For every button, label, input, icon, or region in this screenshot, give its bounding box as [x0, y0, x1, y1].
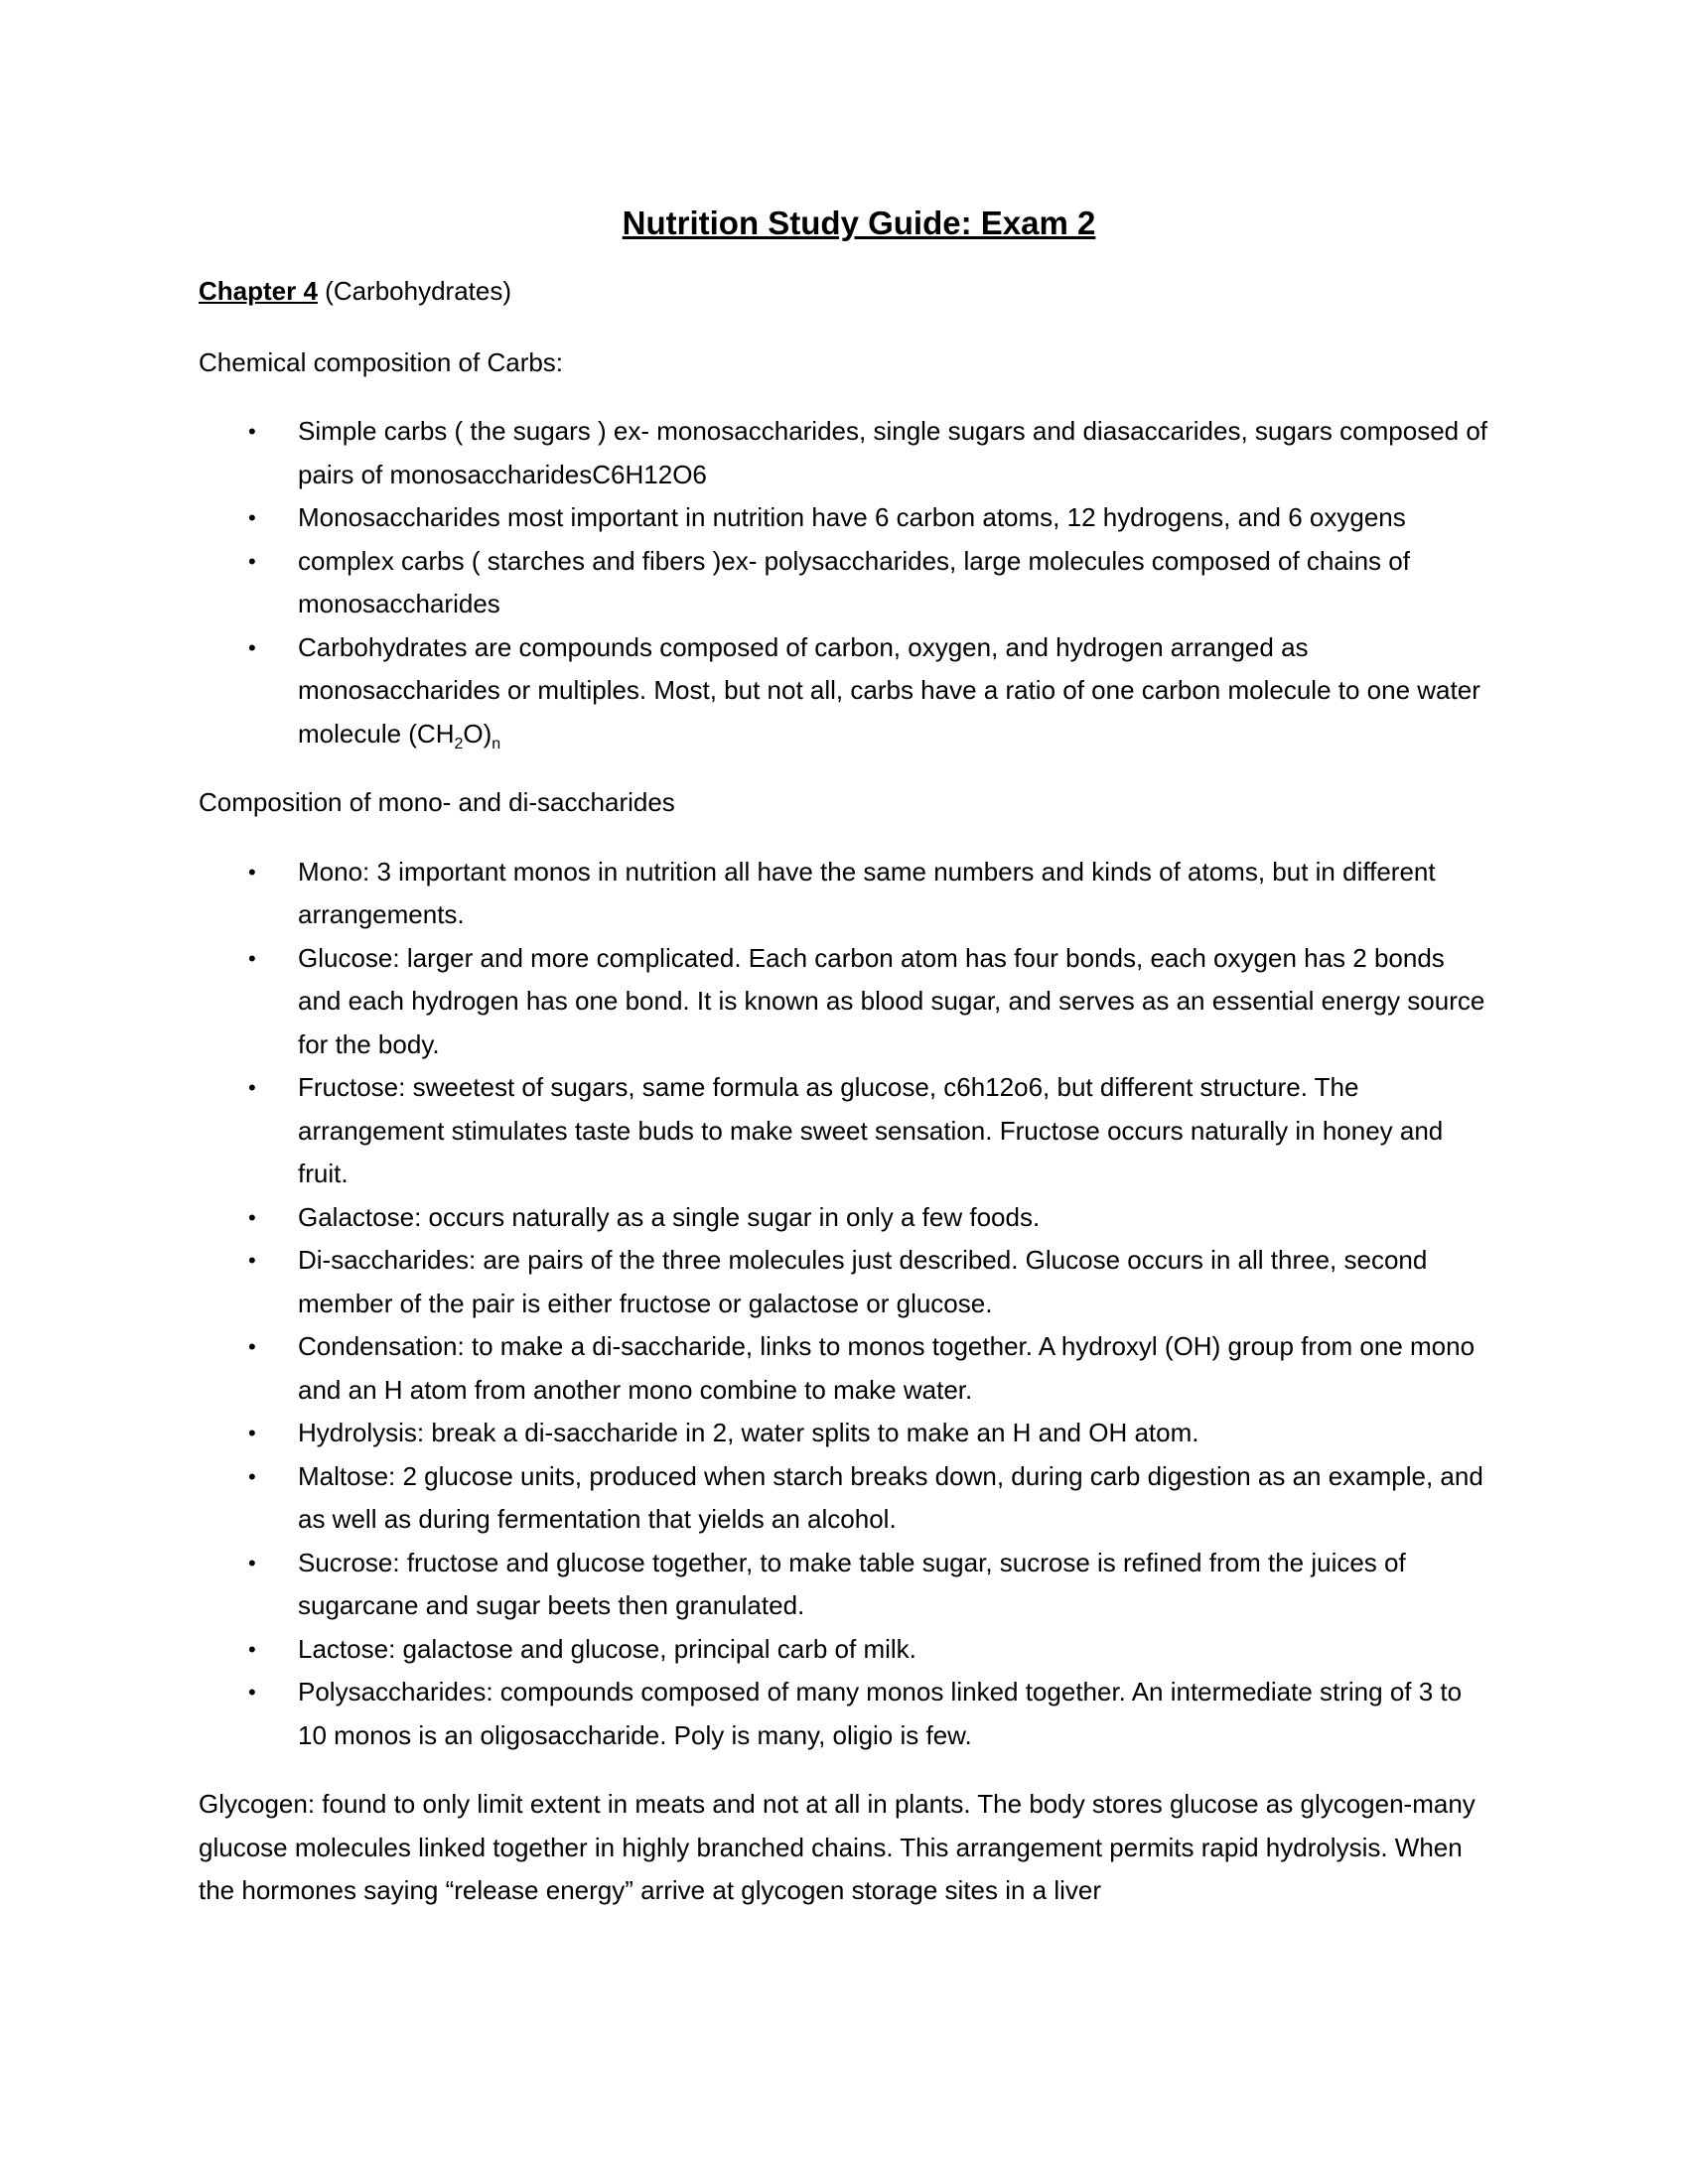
bullet-icon: • [248, 1248, 256, 1273]
list-item: • Condensation: to make a di-saccharide, links to monos together. A hydroxyl (OH) group from one mono and an H atom from another mono combine to make water. [199, 1325, 1489, 1412]
bullet-icon: • [248, 419, 256, 444]
list-item: • Sucrose: fructose and glucose together, to make table sugar, sucrose is refined from the juices of sugarcane and sugar beets then granulated. [199, 1542, 1489, 1628]
bullet-icon: • [248, 859, 256, 885]
bullet-icon: • [248, 1680, 256, 1705]
list-item: • Polysaccharides: compounds composed of many monos linked together. An intermediate string of 3 to 10 monos is an oligosaccharide. Poly is many, oligio is few. [199, 1671, 1489, 1757]
list-item: • Monosaccharides most important in nutrition have 6 carbon atoms, 12 hydrogens, and 6 oxygens [199, 496, 1489, 540]
chapter-label: Chapter 4 [199, 276, 318, 306]
list-item: • Glucose: larger and more complicated. Each carbon atom has four bonds, each oxygen has 2 bonds and each hydrogen has one bond. It is known as blood sugar, and serves as an essential energy source for the body. [199, 937, 1489, 1067]
document-title: Nutrition Study Guide: Exam 2 [622, 205, 1096, 241]
list-item: • Simple carbs ( the sugars ) ex- monosaccharides, single sugars and diasaccarides, sugars composed of pairs of monosaccharidesC6H12O6 [199, 410, 1489, 496]
bullet-icon: • [248, 505, 256, 530]
bullet-icon: • [248, 1550, 256, 1575]
list-item: • Galactose: occurs naturally as a single sugar in only a few foods. [199, 1196, 1489, 1240]
chapter-topic: (Carbohydrates) [325, 276, 512, 306]
saccharides-list [199, 851, 1489, 1758]
bullet-icon: • [248, 1463, 256, 1489]
bullet-icon: • [248, 1636, 256, 1662]
section-heading-mono-di-saccharides: Composition of mono- and di-saccharides [199, 787, 675, 817]
glycogen-paragraph: Glycogen: found to only limit extent in meats and not at all in plants. The body stores glucose as glycogen-many glucose molecules linked together in highly branched chains. This arrangement permits rapid hydrolysis. When the hormones saying “release energy” arrive at glycogen storage sites in a liver [199, 1789, 1476, 1905]
bullet-icon: • [248, 945, 256, 971]
bullet-icon: • [248, 1075, 256, 1100]
bullet-icon: • [248, 1421, 256, 1445]
list-item: • Fructose: sweetest of sugars, same formula as glucose, c6h12o6, but different structure. The arrangement stimulates taste buds to make sweet sensation. Fructose occurs naturally in honey and fruit. [199, 1066, 1489, 1196]
bullet-icon: • [248, 548, 256, 574]
list-item: • Mono: 3 important monos in nutrition all have the same numbers and kinds of atoms, but in different arrangements. [199, 851, 1489, 937]
chapter-heading [199, 270, 1489, 314]
bullet-icon: • [248, 1204, 256, 1230]
list-item: • Carbohydrates are compounds composed of carbon, oxygen, and hydrogen arranged as monosaccharides or multiples. Most, but not all, carbs have a ratio of one carbon molecule to one water molecule $(CH_2O)_n$ [199, 626, 1489, 756]
list-item: • Di-saccharides: are pairs of the three molecules just described. Glucose occurs in all three, second member of the pair is either fructose or galactose or glucose. [199, 1239, 1489, 1325]
bullet-icon: • [248, 1334, 256, 1359]
list-item: • Hydrolysis: break a di-saccharide in 2, water splits to make an H and OH atom. [199, 1412, 1489, 1455]
chemical-composition-list [199, 410, 1489, 755]
list-item: • complex carbs ( starches and fibers )ex- polysaccharides, large molecules composed of chains of monosaccharides [199, 540, 1489, 626]
list-item: • Lactose: galactose and glucose, principal carb of milk. [199, 1628, 1489, 1672]
section-heading-chemical-composition: Chemical composition of Carbs: [199, 346, 564, 377]
bullet-icon: • [248, 634, 256, 660]
document-page [199, 199, 1489, 1913]
list-item: • Maltose: 2 glucose units, produced when starch breaks down, during carb digestion as an example, and as well as during fermentation that yields an alcohol. [199, 1455, 1489, 1542]
